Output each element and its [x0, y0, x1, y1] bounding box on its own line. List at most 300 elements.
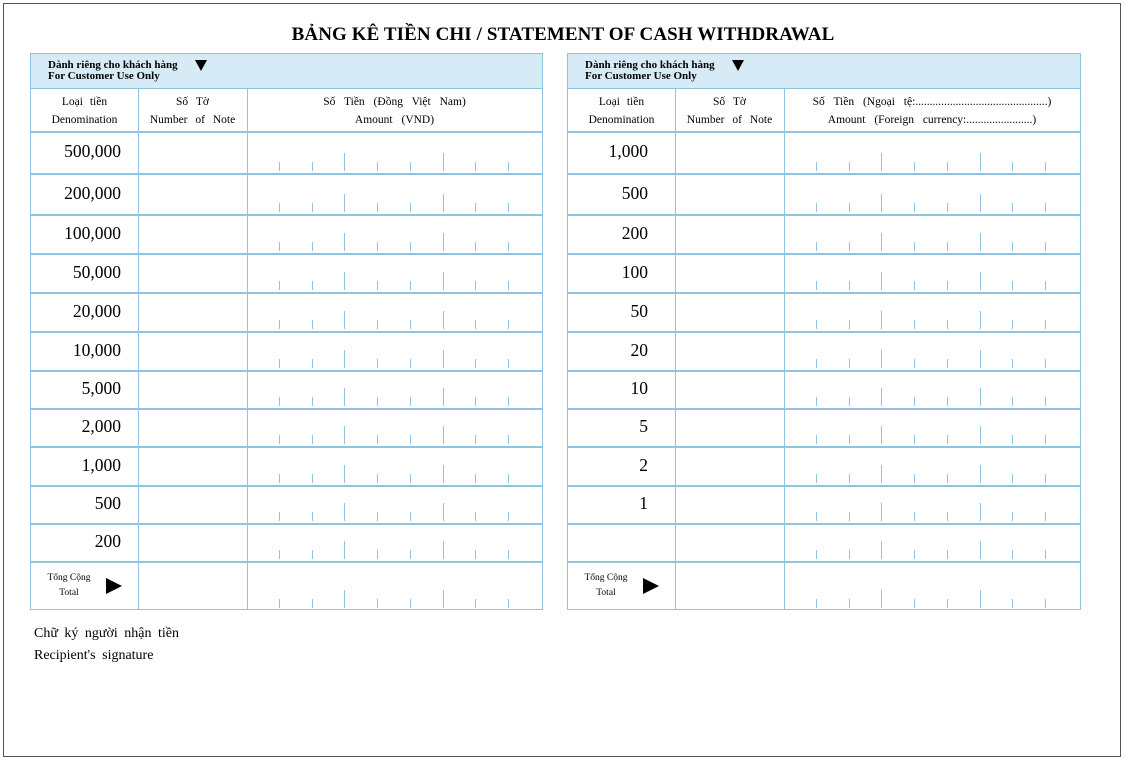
header-amount-vi: Số Tiền (Đồng Việt Nam) [323, 96, 466, 108]
digit-separator-tick [849, 359, 850, 368]
number-of-notes-field[interactable] [139, 216, 247, 253]
digit-separator-tick [312, 550, 313, 559]
digit-separator-tick [508, 599, 509, 608]
digit-separator-tick [947, 162, 948, 171]
digit-separator-tick [312, 242, 313, 251]
header-amount [247, 93, 542, 129]
denomination-value: 2 [639, 454, 648, 475]
digit-separator-tick [410, 550, 411, 559]
digit-separator-tick [980, 311, 981, 329]
digit-separator-tick [816, 162, 817, 171]
digit-separator-tick [508, 435, 509, 444]
header-notes-vi: Số Tờ [176, 96, 209, 108]
digit-separator-tick [1012, 242, 1013, 251]
denomination-value: 20,000 [72, 300, 121, 321]
digit-separator-tick [849, 599, 850, 608]
digit-separator-tick [475, 474, 476, 483]
header-number-of-notes [138, 93, 247, 129]
digit-separator-tick [1012, 512, 1013, 521]
amount-field[interactable] [248, 372, 542, 408]
digit-separator-tick [508, 320, 509, 329]
digit-separator-tick [1045, 162, 1046, 171]
digit-separator-tick [816, 359, 817, 368]
digit-separator-tick [312, 320, 313, 329]
digit-separator-tick [849, 320, 850, 329]
digit-separator-tick [1045, 474, 1046, 483]
number-of-notes-field[interactable] [676, 525, 784, 561]
digit-separator-tick [849, 162, 850, 171]
digit-separator-tick [947, 599, 948, 608]
amount-field[interactable] [248, 133, 542, 173]
digit-separator-tick [1012, 320, 1013, 329]
denomination-value: 2,000 [81, 416, 121, 436]
digit-separator-tick [947, 281, 948, 290]
number-of-notes-field[interactable] [676, 333, 784, 370]
digit-separator-tick [881, 388, 882, 406]
digit-separator-tick [377, 397, 378, 406]
digit-separator-tick [1012, 162, 1013, 171]
total-label-vi: Tổng Cộng [584, 573, 628, 583]
digit-separator-tick [980, 153, 981, 171]
amount-field[interactable] [785, 216, 1080, 253]
digit-separator-tick [443, 465, 444, 483]
digit-separator-tick [816, 599, 817, 608]
digit-separator-tick [410, 435, 411, 444]
amount-field[interactable] [785, 333, 1080, 370]
total-label [576, 571, 636, 601]
digit-separator-tick [344, 233, 345, 251]
amount-field[interactable] [785, 563, 1080, 610]
header-amount-en: Amount (VND) [354, 114, 435, 126]
denomination-value: 5 [639, 416, 648, 436]
digit-separator-tick [849, 512, 850, 521]
banner-label-vi: Dành riêng cho khách hàng [48, 59, 178, 71]
digit-separator-tick [1045, 359, 1046, 368]
digit-separator-tick [914, 397, 915, 406]
total-label-en: Total [596, 588, 616, 598]
amount-field[interactable] [785, 525, 1080, 561]
number-of-notes-field[interactable] [676, 372, 784, 408]
header-denomination-vi: Loại tiền [598, 96, 645, 108]
denomination-value: 50 [630, 300, 648, 321]
digit-separator-tick [279, 512, 280, 521]
number-of-notes-field[interactable] [139, 133, 247, 173]
digit-separator-tick [881, 311, 882, 329]
denomination-value: 20 [630, 339, 648, 360]
digit-separator-tick [443, 388, 444, 406]
digit-separator-tick [914, 474, 915, 483]
digit-separator-tick [508, 162, 509, 171]
denomination-value: 10 [630, 378, 648, 398]
digit-separator-tick [947, 550, 948, 559]
digit-separator-tick [914, 512, 915, 521]
digit-separator-tick [377, 359, 378, 368]
digit-separator-tick [475, 203, 476, 212]
digit-separator-tick [443, 153, 444, 171]
digit-separator-tick [980, 233, 981, 251]
number-of-notes-field[interactable] [139, 448, 247, 485]
amount-field[interactable] [248, 333, 542, 370]
digit-separator-tick [279, 474, 280, 483]
digit-separator-tick [881, 272, 882, 290]
digit-separator-tick [980, 465, 981, 483]
denomination-value: 200,000 [64, 182, 121, 203]
header-notes-en: Number of Note [686, 114, 773, 126]
denomination-value: 1 [639, 493, 648, 513]
amount-field[interactable] [785, 372, 1080, 408]
digit-separator-tick [914, 435, 915, 444]
digit-separator-tick [410, 242, 411, 251]
digit-separator-tick [881, 541, 882, 559]
digit-separator-tick [312, 359, 313, 368]
denomination-value: 200 [621, 222, 648, 243]
digit-separator-tick [947, 474, 948, 483]
digit-separator-tick [344, 503, 345, 521]
digit-separator-tick [1012, 359, 1013, 368]
digit-separator-tick [410, 320, 411, 329]
digit-separator-tick [475, 162, 476, 171]
foreign-currency-panel [567, 53, 1081, 610]
digit-separator-tick [947, 512, 948, 521]
header-denomination [568, 93, 675, 129]
number-of-notes-field[interactable] [676, 448, 784, 485]
digit-separator-tick [816, 203, 817, 212]
digit-separator-tick [475, 550, 476, 559]
digit-separator-tick [881, 426, 882, 444]
digit-separator-tick [1045, 397, 1046, 406]
digit-separator-tick [475, 242, 476, 251]
customer-use-banner [31, 54, 542, 89]
digit-separator-tick [443, 311, 444, 329]
amount-field[interactable] [248, 448, 542, 485]
digit-separator-tick [1012, 397, 1013, 406]
digit-separator-tick [849, 397, 850, 406]
digit-separator-tick [508, 512, 509, 521]
denomination-value: 1,000 [81, 454, 121, 475]
digit-separator-tick [914, 162, 915, 171]
denomination-value: 200 [94, 531, 121, 551]
digit-separator-tick [1045, 281, 1046, 290]
number-of-notes-field[interactable] [139, 525, 247, 561]
digit-separator-tick [980, 350, 981, 368]
digit-separator-tick [816, 512, 817, 521]
recipient-signature-label-vi: Chữ ký người nhận tiền [34, 626, 180, 641]
digit-separator-tick [279, 320, 280, 329]
amount-field[interactable] [248, 175, 542, 214]
digit-separator-tick [443, 426, 444, 444]
digit-separator-tick [849, 281, 850, 290]
denomination-value: 500 [621, 182, 648, 203]
denomination-value: 1,000 [608, 141, 648, 161]
header-notes-en: Number of Note [149, 114, 236, 126]
digit-separator-tick [849, 550, 850, 559]
digit-separator-tick [914, 242, 915, 251]
digit-separator-tick [816, 550, 817, 559]
digit-separator-tick [312, 435, 313, 444]
amount-field[interactable] [785, 133, 1080, 173]
digit-separator-tick [344, 272, 345, 290]
arrow-down-icon [732, 60, 744, 71]
digit-separator-tick [279, 599, 280, 608]
amount-field[interactable] [785, 410, 1080, 446]
digit-separator-tick [443, 194, 444, 212]
number-of-notes-field[interactable] [139, 487, 247, 523]
digit-separator-tick [377, 599, 378, 608]
number-of-notes-field[interactable] [676, 175, 784, 214]
digit-separator-tick [849, 203, 850, 212]
customer-use-banner [568, 54, 1080, 89]
amount-field[interactable] [248, 487, 542, 523]
digit-separator-tick [410, 203, 411, 212]
digit-separator-tick [508, 397, 509, 406]
digit-separator-tick [1045, 242, 1046, 251]
digit-separator-tick [377, 512, 378, 521]
number-of-notes-field[interactable] [139, 333, 247, 370]
digit-separator-tick [279, 359, 280, 368]
digit-separator-tick [410, 359, 411, 368]
digit-separator-tick [816, 397, 817, 406]
amount-field[interactable] [785, 175, 1080, 214]
digit-separator-tick [475, 512, 476, 521]
digit-separator-tick [377, 320, 378, 329]
digit-separator-tick [881, 590, 882, 608]
amount-field[interactable] [248, 525, 542, 561]
digit-separator-tick [377, 281, 378, 290]
digit-separator-tick [312, 599, 313, 608]
digit-separator-tick [410, 599, 411, 608]
digit-separator-tick [508, 359, 509, 368]
digit-separator-tick [475, 397, 476, 406]
digit-separator-tick [377, 162, 378, 171]
digit-separator-tick [312, 474, 313, 483]
digit-separator-tick [980, 272, 981, 290]
digit-separator-tick [1045, 512, 1046, 521]
amount-field[interactable] [248, 410, 542, 446]
digit-separator-tick [508, 281, 509, 290]
vnd-panel [30, 53, 543, 610]
number-of-notes-field[interactable] [139, 255, 247, 292]
denomination-value: 100 [621, 261, 648, 282]
banner-label-vi: Dành riêng cho khách hàng [585, 59, 715, 71]
digit-separator-tick [816, 435, 817, 444]
digit-separator-tick [508, 474, 509, 483]
digit-separator-tick [980, 541, 981, 559]
digit-separator-tick [312, 512, 313, 521]
digit-separator-tick [279, 435, 280, 444]
digit-separator-tick [914, 281, 915, 290]
digit-separator-tick [443, 590, 444, 608]
digit-separator-tick [881, 350, 882, 368]
digit-separator-tick [1012, 599, 1013, 608]
arrow-down-icon [195, 60, 207, 71]
digit-separator-tick [914, 320, 915, 329]
number-of-notes-field[interactable] [676, 133, 784, 173]
number-of-notes-field[interactable] [676, 294, 784, 331]
digit-separator-tick [443, 272, 444, 290]
number-of-notes-field[interactable] [676, 216, 784, 253]
digit-separator-tick [508, 203, 509, 212]
number-of-notes-field[interactable] [139, 175, 247, 214]
digit-separator-tick [344, 590, 345, 608]
digit-separator-tick [410, 397, 411, 406]
digit-separator-tick [344, 311, 345, 329]
header-denomination-en: Denomination [588, 114, 655, 126]
digit-separator-tick [816, 320, 817, 329]
digit-separator-tick [881, 153, 882, 171]
banner-label-en: For Customer Use Only [585, 70, 697, 82]
digit-separator-tick [947, 320, 948, 329]
digit-separator-tick [881, 465, 882, 483]
digit-separator-tick [410, 162, 411, 171]
number-of-notes-field[interactable] [139, 563, 247, 610]
header-denomination-vi: Loại tiền [61, 96, 108, 108]
digit-separator-tick [377, 550, 378, 559]
number-of-notes-field[interactable] [139, 410, 247, 446]
number-of-notes-field[interactable] [139, 372, 247, 408]
form-title: BẢNG KÊ TIỀN CHI / STATEMENT OF CASH WITHDRAWAL [291, 24, 835, 45]
denomination-value: 10,000 [72, 339, 121, 360]
header-number-of-notes [675, 93, 784, 129]
digit-separator-tick [980, 503, 981, 521]
header-denomination [31, 93, 138, 129]
digit-separator-tick [816, 281, 817, 290]
digit-separator-tick [849, 474, 850, 483]
denomination-value: 100,000 [64, 222, 121, 243]
digit-separator-tick [475, 320, 476, 329]
number-of-notes-field[interactable] [676, 410, 784, 446]
arrow-right-icon [106, 578, 122, 594]
digit-separator-tick [1012, 474, 1013, 483]
digit-separator-tick [914, 550, 915, 559]
digit-separator-tick [475, 599, 476, 608]
digit-separator-tick [508, 242, 509, 251]
header-denomination-en: Denomination [51, 114, 118, 126]
banner-label-en: For Customer Use Only [48, 70, 160, 82]
digit-separator-tick [1045, 599, 1046, 608]
digit-separator-tick [849, 242, 850, 251]
number-of-notes-field[interactable] [139, 294, 247, 331]
digit-separator-tick [1045, 203, 1046, 212]
arrow-right-icon [643, 578, 659, 594]
digit-separator-tick [312, 203, 313, 212]
denomination-value: 50,000 [72, 261, 121, 282]
digit-separator-tick [279, 397, 280, 406]
amount-field[interactable] [248, 255, 542, 292]
digit-separator-tick [1045, 435, 1046, 444]
digit-separator-tick [947, 203, 948, 212]
digit-separator-tick [508, 550, 509, 559]
digit-separator-tick [914, 359, 915, 368]
amount-field[interactable] [248, 294, 542, 331]
digit-separator-tick [947, 359, 948, 368]
digit-separator-tick [443, 233, 444, 251]
digit-separator-tick [279, 162, 280, 171]
digit-separator-tick [344, 153, 345, 171]
total-label-en: Total [59, 588, 79, 598]
digit-separator-tick [947, 397, 948, 406]
digit-separator-tick [849, 435, 850, 444]
denomination-value: 500,000 [64, 141, 121, 161]
digit-separator-tick [443, 350, 444, 368]
number-of-notes-field[interactable] [676, 255, 784, 292]
digit-separator-tick [312, 162, 313, 171]
digit-separator-tick [377, 435, 378, 444]
digit-separator-tick [443, 503, 444, 521]
amount-field[interactable] [785, 448, 1080, 485]
digit-separator-tick [279, 281, 280, 290]
digit-separator-tick [312, 397, 313, 406]
recipient-signature-label-en: Recipient's signature [34, 648, 154, 663]
digit-separator-tick [279, 550, 280, 559]
digit-separator-tick [980, 194, 981, 212]
number-of-notes-field[interactable] [676, 487, 784, 523]
number-of-notes-field[interactable] [676, 563, 784, 610]
digit-separator-tick [377, 474, 378, 483]
digit-separator-tick [816, 242, 817, 251]
digit-separator-tick [1045, 550, 1046, 559]
amount-field[interactable] [248, 563, 542, 610]
digit-separator-tick [980, 426, 981, 444]
header-amount [784, 93, 1080, 129]
digit-separator-tick [344, 388, 345, 406]
digit-separator-tick [947, 242, 948, 251]
digit-separator-tick [410, 512, 411, 521]
digit-separator-tick [1012, 281, 1013, 290]
header-notes-vi: Số Tờ [713, 96, 746, 108]
digit-separator-tick [344, 465, 345, 483]
amount-field[interactable] [248, 216, 542, 253]
amount-field[interactable] [785, 255, 1080, 292]
digit-separator-tick [344, 194, 345, 212]
digit-separator-tick [980, 388, 981, 406]
header-amount-vi: Số Tiền (Ngoại tệ:..............................................) [812, 96, 1052, 108]
total-label-vi: Tổng Cộng [47, 573, 91, 583]
digit-separator-tick [980, 590, 981, 608]
denomination-value: 5,000 [81, 378, 121, 398]
digit-separator-tick [377, 242, 378, 251]
amount-field[interactable] [785, 487, 1080, 523]
digit-separator-tick [816, 474, 817, 483]
digit-separator-tick [344, 541, 345, 559]
digit-separator-tick [1012, 435, 1013, 444]
digit-separator-tick [410, 281, 411, 290]
total-label [39, 571, 99, 601]
digit-separator-tick [410, 474, 411, 483]
digit-separator-tick [475, 435, 476, 444]
denomination-value: 500 [94, 493, 121, 513]
digit-separator-tick [279, 242, 280, 251]
digit-separator-tick [475, 359, 476, 368]
digit-separator-tick [312, 281, 313, 290]
digit-separator-tick [1012, 203, 1013, 212]
digit-separator-tick [443, 541, 444, 559]
digit-separator-tick [881, 233, 882, 251]
digit-separator-tick [279, 203, 280, 212]
digit-separator-tick [344, 426, 345, 444]
digit-separator-tick [475, 281, 476, 290]
digit-separator-tick [1012, 550, 1013, 559]
digit-separator-tick [914, 203, 915, 212]
amount-field[interactable] [785, 294, 1080, 331]
header-amount-en: Amount (Foreign currency:.......................) [827, 114, 1037, 126]
digit-separator-tick [881, 194, 882, 212]
digit-separator-tick [947, 435, 948, 444]
digit-separator-tick [377, 203, 378, 212]
digit-separator-tick [914, 599, 915, 608]
digit-separator-tick [1045, 320, 1046, 329]
digit-separator-tick [344, 350, 345, 368]
digit-separator-tick [881, 503, 882, 521]
